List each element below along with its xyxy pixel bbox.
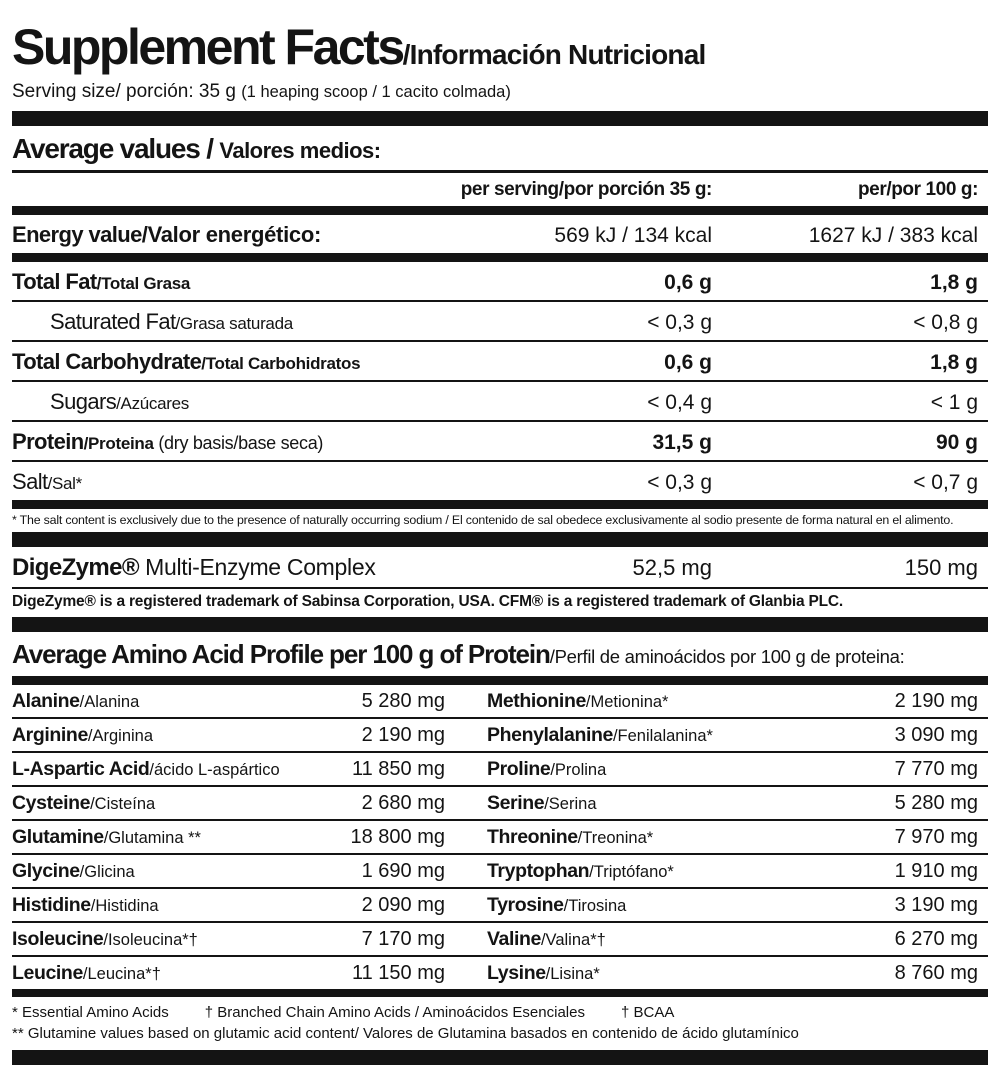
amino-value: 18 800 mg xyxy=(350,826,445,848)
amino-name-es: /Cisteína xyxy=(90,795,156,813)
amino-name-en: Proline xyxy=(487,758,551,780)
amino-acid-table xyxy=(12,685,988,997)
table-row-digezyme xyxy=(12,547,988,589)
amino-name-en: Threonine xyxy=(487,826,578,848)
divider-bar-thick xyxy=(12,532,988,547)
amino-name-en: Glycine xyxy=(12,860,80,882)
amino-row-leucine-lysine xyxy=(12,957,988,997)
amino-row-cysteine-serine xyxy=(12,787,988,821)
value-per-serving: 52,5 mg xyxy=(632,555,712,580)
table-row-protein xyxy=(12,422,988,462)
amino-name-es: /Glutamina ** xyxy=(103,829,201,847)
divider-bar-medium xyxy=(12,676,988,685)
amino-value: 2 190 mg xyxy=(361,724,445,746)
amino-row-alanine-methionine xyxy=(12,685,988,719)
amino-value: 7 770 mg xyxy=(894,758,978,780)
amino-value: 7 970 mg xyxy=(894,826,978,848)
value-per-100g: < 0,8 g xyxy=(913,311,978,334)
amino-name-es: /Leucina*† xyxy=(82,965,161,983)
value-per-serving: 0,6 g xyxy=(664,271,712,294)
value-per-serving: 0,6 g xyxy=(664,351,712,374)
divider-bar-thick xyxy=(12,617,988,632)
divider-bar-medium xyxy=(12,206,988,215)
amino-name-es: /Tirosina xyxy=(563,897,627,915)
amino-name-es: /Prolina xyxy=(550,761,607,779)
table-row-salt xyxy=(12,462,988,500)
amino-name-es: /Triptófano* xyxy=(589,863,674,881)
amino-value: 11 150 mg xyxy=(351,962,445,984)
amino-name-en: Tyrosine xyxy=(487,894,564,916)
amino-name-en: Arginine xyxy=(12,724,88,746)
amino-acid-heading xyxy=(12,639,988,670)
title-spanish: /Información Nutricional xyxy=(402,39,706,70)
amino-name-en: L-Aspartic Acid xyxy=(12,758,150,780)
amino-name-es: /Glicina xyxy=(79,863,135,881)
footnote-essential: * Essential Amino Acids xyxy=(12,1004,169,1021)
value-per-serving: < 0,4 g xyxy=(647,391,712,414)
amino-heading-english: Average Amino Acid Profile per 100 g of Protein xyxy=(12,639,550,669)
nutrient-note: (dry basis/base seca) xyxy=(153,433,324,453)
serving-size-note: (1 heaping scoop / 1 cacito colmada) xyxy=(241,83,511,101)
amino-name-es: /Arginina xyxy=(87,727,154,745)
value-per-100g: 90 g xyxy=(935,431,978,454)
amino-value: 1 690 mg xyxy=(361,860,445,882)
amino-name-es: /Alanina xyxy=(79,693,140,711)
column-header-per-100g: per/por 100 g: xyxy=(857,179,978,200)
amino-value: 3 190 mg xyxy=(894,894,978,916)
amino-row-isoleucine-valine xyxy=(12,923,988,957)
amino-name-en: Cysteine xyxy=(12,792,91,814)
divider-bar-thick xyxy=(12,1050,988,1065)
nutrient-name-en: Total Carbohydrate xyxy=(12,349,202,374)
amino-name-es: /Lisina* xyxy=(545,965,600,983)
nutrient-name-es: /Azúcares xyxy=(116,394,189,413)
amino-name-en: Isoleucine xyxy=(12,928,104,950)
average-values-heading xyxy=(12,133,988,165)
value-per-serving: 31,5 g xyxy=(652,431,712,454)
amino-name-en: Histidine xyxy=(12,894,91,916)
serving-size-line xyxy=(12,81,988,103)
nutrient-name-es: /Valor energético: xyxy=(141,222,321,247)
amino-name-en: Tryptophan xyxy=(487,860,590,882)
amino-value: 5 280 mg xyxy=(894,792,978,814)
nutrient-name-en: Total Fat xyxy=(12,269,97,294)
table-row-sugars xyxy=(12,382,988,422)
value-per-serving: < 0,3 g xyxy=(647,471,712,494)
amino-name-es: /Serina xyxy=(544,795,597,813)
footnote-bcaa-short: † BCAA xyxy=(620,1004,675,1021)
amino-value: 6 270 mg xyxy=(894,928,978,950)
nutrient-name-es: /Grasa saturada xyxy=(175,314,293,333)
amino-name-en: Leucine xyxy=(12,962,83,984)
amino-name-en: Phenylalanine xyxy=(487,724,613,746)
divider-bar-thick xyxy=(12,111,988,126)
digezyme-complex-name: Multi-Enzyme Complex xyxy=(139,554,376,580)
nutrient-name-en: Energy value xyxy=(12,222,142,247)
amino-row-arginine-phenylalanine xyxy=(12,719,988,753)
value-per-serving: 569 kJ / 134 kcal xyxy=(554,224,712,247)
amino-value: 2 680 mg xyxy=(361,792,445,814)
nutrient-name-en: Protein xyxy=(12,429,84,454)
table-row-total-carbohydrate xyxy=(12,342,988,382)
nutrient-name-es: /Total Carbohidratos xyxy=(201,354,361,373)
value-per-serving: < 0,3 g xyxy=(647,311,712,334)
average-values-english: Average values / xyxy=(12,133,220,164)
amino-value: 3 090 mg xyxy=(894,724,978,746)
amino-name-en: Alanine xyxy=(12,690,80,712)
nutrient-name-es: /Total Grasa xyxy=(96,274,191,293)
amino-name-es: /Histidina xyxy=(90,897,159,915)
digezyme-brand: DigeZyme® xyxy=(12,554,139,581)
trademark-note: DigeZyme® is a registered trademark of Sabinsa Corporation, USA. CFM® is a registered trademark of Glanbia PLC. xyxy=(12,593,843,610)
amino-footnote-line2: ** Glutamine values based on glutamic acid content/ Valores de Glutamina basados en contenido de ácido glutamínico xyxy=(12,1025,799,1042)
column-header-per-serving: per serving/por porción 35 g: xyxy=(460,179,712,200)
value-per-100g: 1,8 g xyxy=(930,351,978,374)
amino-row-glycine-tryptophan xyxy=(12,855,988,889)
amino-footnote-line1 xyxy=(12,997,988,1023)
column-headers xyxy=(12,173,988,206)
amino-name-es: /Fenilalanina* xyxy=(612,727,713,745)
amino-heading-spanish: /Perfil de aminoácidos por 100 g de proteina: xyxy=(549,646,905,667)
nutrient-name-en: Salt xyxy=(12,469,48,494)
amino-name-en: Glutamine xyxy=(12,826,104,848)
title-english: Supplement Facts xyxy=(12,19,403,75)
divider-bar-medium xyxy=(12,500,988,509)
value-per-100g: 1627 kJ / 383 kcal xyxy=(808,224,978,247)
amino-name-en: Serine xyxy=(487,792,545,814)
amino-value: 2 090 mg xyxy=(361,894,445,916)
nutrient-name-en: Saturated Fat xyxy=(50,309,176,334)
amino-value: 7 170 mg xyxy=(361,928,445,950)
salt-footnote: * The salt content is exclusively due to the presence of naturally occurring sodium / El contenido de sal obedece exclusivamente al sodio presente de forma natural en el alimento. xyxy=(12,513,954,527)
amino-name-es: /ácido L-aspártico xyxy=(149,761,280,779)
table-row-energy xyxy=(12,215,988,253)
average-values-spanish: Valores medios: xyxy=(219,138,381,163)
amino-value: 8 760 mg xyxy=(894,962,978,984)
value-per-100g: 1,8 g xyxy=(930,271,978,294)
value-per-100g: < 1 g xyxy=(930,391,978,414)
page-title xyxy=(12,19,988,75)
amino-value: 2 190 mg xyxy=(894,690,978,712)
nutrient-name-en: Sugars xyxy=(50,389,117,414)
amino-name-en: Valine xyxy=(487,928,541,950)
amino-value: 11 850 mg xyxy=(351,758,445,780)
nutrient-name-es: /Sal* xyxy=(47,474,82,493)
amino-name-en: Methionine xyxy=(487,690,586,712)
amino-value: 1 910 mg xyxy=(894,860,978,882)
table-row-total-fat xyxy=(12,262,988,302)
amino-name-es: /Valina*† xyxy=(540,931,606,949)
amino-row-histidine-tyrosine xyxy=(12,889,988,923)
value-per-100g: < 0,7 g xyxy=(913,471,978,494)
amino-row-glutamine-threonine xyxy=(12,821,988,855)
amino-value: 5 280 mg xyxy=(361,690,445,712)
amino-name-es: /Treonina* xyxy=(577,829,654,847)
nutrient-name-es: /Proteina xyxy=(83,434,154,453)
amino-name-es: /Metionina* xyxy=(585,693,669,711)
divider-bar-medium xyxy=(12,253,988,262)
value-per-100g: 150 mg xyxy=(904,555,978,580)
amino-row-aspartic-proline xyxy=(12,753,988,787)
serving-size-label: Serving size/ porción: 35 g xyxy=(12,81,242,102)
footnote-bcaa-long: † Branched Chain Amino Acids / Aminoácidos Esenciales xyxy=(204,1004,585,1021)
amino-name-en: Lysine xyxy=(487,962,546,984)
amino-name-es: /Isoleucina*† xyxy=(103,931,198,949)
table-row-saturated-fat xyxy=(12,302,988,342)
